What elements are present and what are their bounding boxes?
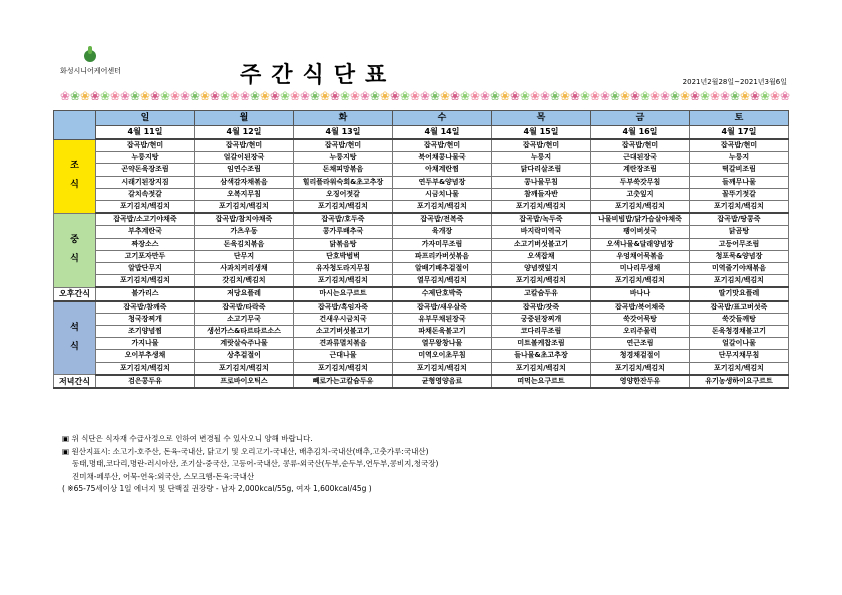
dinner-item: 오이부추생채 — [96, 350, 195, 362]
flower-icon: ❀ — [670, 89, 681, 103]
dinner-item: 건새우시금치국 — [294, 313, 393, 325]
breakfast-item: 삼색감자채볶음 — [195, 176, 294, 188]
afternoon-snack-label: 오후간식 — [54, 287, 96, 300]
dinner-item: 돈육청경채불고기 — [690, 326, 789, 338]
flower-icon: ❀ — [590, 89, 601, 103]
breakfast-item: 오복지무침 — [195, 188, 294, 200]
breakfast-item: 계란장조림 — [591, 164, 690, 176]
flower-icon: ❀ — [250, 89, 261, 103]
dinner-item: 잡곡밥/참깨죽 — [96, 301, 195, 314]
flower-icon: ❀ — [130, 89, 141, 103]
flower-icon: ❀ — [510, 89, 521, 103]
dinner-item: 잡곡밥/흑임자죽 — [294, 301, 393, 314]
day-header: 금 — [591, 111, 690, 126]
breakfast-item: 누룽지 — [492, 152, 591, 164]
afternoon-snack-item: 마시는요구르트 — [294, 287, 393, 300]
evening-snack-item: 유기농생하이요구르트 — [690, 375, 789, 388]
flower-icon: ❀ — [310, 89, 321, 103]
leaf-logo-icon — [84, 50, 96, 62]
flower-icon: ❀ — [90, 89, 101, 103]
breakfast-item: 누룽지 — [690, 152, 789, 164]
breakfast-item: 얼갈이된장국 — [195, 152, 294, 164]
flower-icon: ❀ — [180, 89, 191, 103]
dinner-item: 계랏살숙주나물 — [195, 338, 294, 350]
breakfast-item: 힐리플라워숙회&초고추장 — [294, 176, 393, 188]
lunch-item: 고등어무조림 — [690, 238, 789, 250]
dinner-item: 미역오이초무침 — [393, 350, 492, 362]
evening-snack-item: 떠먹는요구르트 — [492, 375, 591, 388]
lunch-item: 잡곡밥/참치야채죽 — [195, 213, 294, 226]
lunch-item: 가츠우동 — [195, 226, 294, 238]
breakfast-item: 두부쑥갓무침 — [591, 176, 690, 188]
afternoon-snack-item: 불가리스 — [96, 287, 195, 300]
lunch-item: 우엉채어묵볶음 — [591, 250, 690, 262]
day-header: 화 — [294, 111, 393, 126]
lunch-item: 부추계란국 — [96, 226, 195, 238]
dinner-item: 견과류멸치볶음 — [294, 338, 393, 350]
date-header: 4월 16일 — [591, 126, 690, 140]
day-header: 목 — [492, 111, 591, 126]
lunch-item: 잡곡밥/땅콩죽 — [690, 213, 789, 226]
flower-icon: ❀ — [190, 89, 201, 103]
dinner-item: 잡곡밥/표고버섯죽 — [690, 301, 789, 314]
dinner-item: 포기김치/백김치 — [393, 362, 492, 375]
evening-snack-item: 균형영양음료 — [393, 375, 492, 388]
flower-icon: ❀ — [540, 89, 551, 103]
flower-icon: ❀ — [750, 89, 761, 103]
breakfast-item: 누룽지탕 — [96, 152, 195, 164]
dinner-item: 포기김치/백김치 — [492, 362, 591, 375]
afternoon-snack-item: 수제단호박죽 — [393, 287, 492, 300]
breakfast-item: 들깨무나물 — [690, 176, 789, 188]
flower-icon: ❀ — [470, 89, 481, 103]
lunch-item: 사과치커리생채 — [195, 263, 294, 275]
breakfast-item: 돈채피망볶음 — [294, 164, 393, 176]
breakfast-item: 떡갈비조림 — [690, 164, 789, 176]
dinner-item: 들나물&초고추장 — [492, 350, 591, 362]
breakfast-item: 참깨들자반 — [492, 188, 591, 200]
dinner-item: 소고기무국 — [195, 313, 294, 325]
flower-icon: ❀ — [410, 89, 421, 103]
breakfast-item: 잡곡밥/현미 — [294, 139, 393, 152]
flower-icon: ❀ — [150, 89, 161, 103]
dinner-item: 가지나물 — [96, 338, 195, 350]
corner-diagonal-cell — [54, 111, 96, 140]
dinner-item: 조기양념찜 — [96, 326, 195, 338]
dinner-item: 상추겉절이 — [195, 350, 294, 362]
day-header: 토 — [690, 111, 789, 126]
dinner-item: 파채돈육불고기 — [393, 326, 492, 338]
dinner-item: 포기김치/백김치 — [591, 362, 690, 375]
flower-icon: ❀ — [330, 89, 341, 103]
flower-icon: ❀ — [740, 89, 751, 103]
flower-icon: ❀ — [730, 89, 741, 103]
breakfast-item: 포기김치/백김치 — [690, 201, 789, 214]
breakfast-item: 콩나물무침 — [492, 176, 591, 188]
flower-icon: ❀ — [610, 89, 621, 103]
breakfast-item: 근대된장국 — [591, 152, 690, 164]
evening-snack-item: 영양한잔두유 — [591, 375, 690, 388]
flower-icon: ❀ — [600, 89, 611, 103]
flower-icon: ❀ — [290, 89, 301, 103]
evening-snack-item: 빼로가는고칼슘두유 — [294, 375, 393, 388]
day-header: 일 — [96, 111, 195, 126]
evening-snack-label: 저녁간식 — [54, 375, 96, 388]
flower-icon: ❀ — [100, 89, 111, 103]
dinner-item: 잡곡밥/잣죽 — [492, 301, 591, 314]
dinner-item: 미트볼케찹조림 — [492, 338, 591, 350]
breakfast-item: 아채계란찜 — [393, 164, 492, 176]
lunch-item: 닭볶음탕 — [294, 238, 393, 250]
lunch-item: 포기김치/백김치 — [690, 275, 789, 288]
flower-icon: ❀ — [770, 89, 781, 103]
breakfast-item: 잡곡밥/현미 — [393, 139, 492, 152]
lunch-item: 알배기배추겉절이 — [393, 263, 492, 275]
flower-icon: ❀ — [280, 89, 291, 103]
breakfast-item: 잡곡밥/현미 — [195, 139, 294, 152]
breakfast-item: 잡곡밥/현미 — [690, 139, 789, 152]
flower-icon: ❀ — [340, 89, 351, 103]
flower-icon: ❀ — [580, 89, 591, 103]
flower-icon: ❀ — [260, 89, 271, 103]
flower-icon: ❀ — [140, 89, 151, 103]
flower-icon: ❀ — [440, 89, 451, 103]
afternoon-snack-item: 저당요플레 — [195, 287, 294, 300]
dinner-item: 연근조림 — [591, 338, 690, 350]
afternoon-snack-item: 바나나 — [591, 287, 690, 300]
lunch-item: 미역줄기야채볶음 — [690, 263, 789, 275]
lunch-item: 미나리무생채 — [591, 263, 690, 275]
flower-icon: ❀ — [390, 89, 401, 103]
page-title: 주간식단표 — [240, 63, 397, 88]
lunch-item: 콩가루배추국 — [294, 226, 393, 238]
date-header: 4월 13일 — [294, 126, 393, 140]
breakfast-item: 포기김치/백김치 — [195, 201, 294, 214]
flower-icon: ❀ — [490, 89, 501, 103]
lunch-item: 알밥단무지 — [96, 263, 195, 275]
lunch-item: 유자청도라지무침 — [294, 263, 393, 275]
flower-icon: ❀ — [360, 89, 371, 103]
flower-icon: ❀ — [220, 89, 231, 103]
note-origin-cont-1: 동태,명태,코다리,명란-러시아산, 조기살-중국산, 고등어-국내산, 콩류-외국산(두부,순두부,연두부,콩비지,청국장) — [72, 459, 439, 468]
dinner-item: 오리주물럭 — [591, 326, 690, 338]
flower-icon: ❀ — [550, 89, 561, 103]
lunch-item: 팽이버섯국 — [591, 226, 690, 238]
lunch-item: 파프리카버섯볶음 — [393, 250, 492, 262]
flower-icon: ❀ — [80, 89, 91, 103]
lunch-item: 잡곡밥/녹두죽 — [492, 213, 591, 226]
flower-icon: ❀ — [500, 89, 511, 103]
flower-icon: ❀ — [300, 89, 311, 103]
flower-icon: ❀ — [320, 89, 331, 103]
dinner-item: 유부무채된장국 — [393, 313, 492, 325]
flower-icon: ❀ — [170, 89, 181, 103]
date-header: 4월 15일 — [492, 126, 591, 140]
dinner-item: 소고기버섯불고기 — [294, 326, 393, 338]
center-logo — [60, 50, 120, 76]
breakfast-label: 조 식 — [54, 139, 96, 213]
date-header: 4월 11일 — [96, 126, 195, 140]
lunch-item: 열무김치/백김치 — [393, 275, 492, 288]
flower-icon: ❀ — [110, 89, 121, 103]
lunch-item: 포기김치/백김치 — [591, 275, 690, 288]
flower-icon: ❀ — [460, 89, 471, 103]
flower-icon: ❀ — [620, 89, 631, 103]
flower-icon: ❀ — [370, 89, 381, 103]
flower-icon: ❀ — [650, 89, 661, 103]
flower-icon: ❀ — [420, 89, 431, 103]
flower-icon: ❀ — [530, 89, 541, 103]
flower-icon: ❀ — [720, 89, 731, 103]
breakfast-item: 연두부&양념장 — [393, 176, 492, 188]
flower-icon: ❀ — [230, 89, 241, 103]
dinner-item: 열무왕창나물 — [393, 338, 492, 350]
lunch-item: 오색잡채 — [492, 250, 591, 262]
dinner-item: 잡곡밥/북어채죽 — [591, 301, 690, 314]
lunch-item: 나물비빔밥/닭가슴살야채죽 — [591, 213, 690, 226]
lunch-item: 바지락미역국 — [492, 226, 591, 238]
lunch-item: 청포묵&양념장 — [690, 250, 789, 262]
flower-icon: ❀ — [570, 89, 581, 103]
dinner-item: 얼갈이나물 — [690, 338, 789, 350]
lunch-item: 닭곰탕 — [690, 226, 789, 238]
breakfast-item: 누룽지탕 — [294, 152, 393, 164]
flower-border-decoration — [60, 86, 790, 106]
breakfast-item: 포기김치/백김치 — [294, 201, 393, 214]
lunch-item: 고기포자만두 — [96, 250, 195, 262]
flower-icon: ❀ — [450, 89, 461, 103]
dinner-item: 포기김치/백김치 — [690, 362, 789, 375]
breakfast-item: 시래기된장지짐 — [96, 176, 195, 188]
afternoon-snack-item: 딸기맛요플레 — [690, 287, 789, 300]
dinner-item: 청경채겉절이 — [591, 350, 690, 362]
notes-section — [62, 433, 438, 496]
flower-icon: ❀ — [520, 89, 531, 103]
day-header: 월 — [195, 111, 294, 126]
breakfast-item: 포기김치/백김치 — [96, 201, 195, 214]
dinner-item: 생선가스&타르타르소스 — [195, 326, 294, 338]
note-nutrition: ( ※65-75세이상 1일 에너지 및 단백질 권장량 - 남자 2,000kcal/55g, 여자 1,600kcal/45g ) — [62, 484, 372, 493]
lunch-item: 양념깻잎지 — [492, 263, 591, 275]
dinner-item: 근대나물 — [294, 350, 393, 362]
dinner-item: 쑥갓어묵탕 — [591, 313, 690, 325]
lunch-item: 가자미무조림 — [393, 238, 492, 250]
dinner-item: 포기김치/백김치 — [294, 362, 393, 375]
flower-icon: ❀ — [120, 89, 131, 103]
breakfast-item: 잡곡밥/현미 — [591, 139, 690, 152]
flower-icon: ❀ — [270, 89, 281, 103]
breakfast-item: 갈치속젓갈 — [96, 188, 195, 200]
lunch-item: 잡곡밥/호두죽 — [294, 213, 393, 226]
flower-icon: ❀ — [680, 89, 691, 103]
lunch-item: 소고기버섯불고기 — [492, 238, 591, 250]
flower-icon: ❀ — [690, 89, 701, 103]
breakfast-item: 포기김치/백김치 — [591, 201, 690, 214]
day-header: 수 — [393, 111, 492, 126]
flower-icon: ❀ — [210, 89, 221, 103]
dinner-item: 궁중된장찌개 — [492, 313, 591, 325]
note-origin: ▣ 원산지표시: 소고기-호주산, 돈육-국내산, 닭고기 및 오리고기-국내산, 배추김치-국내산(배추,고춧가루:국내산) — [62, 446, 429, 456]
flower-icon: ❀ — [240, 89, 251, 103]
lunch-item: 포기김치/백김치 — [96, 275, 195, 288]
breakfast-item: 고춧잎지 — [591, 188, 690, 200]
flower-icon: ❀ — [200, 89, 211, 103]
weekly-menu-table — [53, 110, 789, 389]
flower-icon: ❀ — [780, 89, 790, 103]
lunch-item: 단무지 — [195, 250, 294, 262]
lunch-item: 포기김치/백김치 — [492, 275, 591, 288]
org-name: 화성시니어케어센터 — [60, 67, 121, 75]
breakfast-item: 임연수조림 — [195, 164, 294, 176]
flower-icon: ❀ — [400, 89, 411, 103]
lunch-item: 잡곡밥/소고기야채죽 — [96, 213, 195, 226]
lunch-item: 육개장 — [393, 226, 492, 238]
breakfast-item: 잡곡밥/현미 — [492, 139, 591, 152]
dinner-item: 청국장찌개 — [96, 313, 195, 325]
note-origin-cont-2: 진미채-페루산, 어묵-연육:외국산, 스모크햄-돈육:국내산 — [72, 471, 255, 481]
lunch-label: 중 식 — [54, 213, 96, 287]
lunch-item: 단호박범벅 — [294, 250, 393, 262]
dinner-item: 포기김치/백김치 — [195, 362, 294, 375]
dinner-item: 단무지채무침 — [690, 350, 789, 362]
dinner-label: 석 식 — [54, 301, 96, 375]
breakfast-item: 꼴뚜기젓갈 — [690, 188, 789, 200]
flower-icon: ❀ — [380, 89, 391, 103]
lunch-item: 돈육김치볶음 — [195, 238, 294, 250]
flower-icon: ❀ — [60, 89, 71, 103]
dinner-item: 코다리무조림 — [492, 326, 591, 338]
breakfast-item: 포기김치/백김치 — [492, 201, 591, 214]
flower-icon: ❀ — [160, 89, 171, 103]
flower-icon: ❀ — [630, 89, 641, 103]
lunch-item: 포기김치/백김치 — [294, 275, 393, 288]
flower-icon: ❀ — [710, 89, 721, 103]
breakfast-item: 북어채콩나물국 — [393, 152, 492, 164]
lunch-item: 잡곡밥/전복죽 — [393, 213, 492, 226]
date-header: 4월 12일 — [195, 126, 294, 140]
breakfast-item: 시금치나물 — [393, 188, 492, 200]
breakfast-item: 닭다리살조림 — [492, 164, 591, 176]
afternoon-snack-item: 고칼슘두유 — [492, 287, 591, 300]
flower-icon: ❀ — [350, 89, 361, 103]
flower-icon: ❀ — [480, 89, 491, 103]
lunch-item: 갓김치/백김치 — [195, 275, 294, 288]
flower-icon: ❀ — [640, 89, 651, 103]
flower-icon: ❀ — [700, 89, 711, 103]
note-change-notice: ▣ 위 식단은 식자재 수급사정으로 인하여 변경될 수 있사오니 양해 바랍니다. — [62, 434, 313, 443]
evening-snack-item: 검은콩두유 — [96, 375, 195, 388]
flower-icon: ❀ — [430, 89, 441, 103]
flower-icon: ❀ — [560, 89, 571, 103]
evening-snack-item: 프로바이오틱스 — [195, 375, 294, 388]
breakfast-item: 잡곡밥/현미 — [96, 139, 195, 152]
lunch-item: 짜장소스 — [96, 238, 195, 250]
flower-icon: ❀ — [70, 89, 81, 103]
dinner-item: 잡곡밥/타락죽 — [195, 301, 294, 314]
date-header: 4월 17일 — [690, 126, 789, 140]
dinner-item: 쑥갓들깨탕 — [690, 313, 789, 325]
lunch-item: 오색나물&달래양념장 — [591, 238, 690, 250]
flower-icon: ❀ — [760, 89, 771, 103]
dinner-item: 포기김치/백김치 — [96, 362, 195, 375]
dinner-item: 잡곡밥/새우살죽 — [393, 301, 492, 314]
breakfast-item: 포기김치/백김치 — [393, 201, 492, 214]
breakfast-item: 오징어젓갈 — [294, 188, 393, 200]
flower-icon: ❀ — [660, 89, 671, 103]
breakfast-item: 곤약돈육장조림 — [96, 164, 195, 176]
date-range: 2021년2월28일~2021년3월6일 — [682, 78, 787, 86]
date-header: 4월 14일 — [393, 126, 492, 140]
